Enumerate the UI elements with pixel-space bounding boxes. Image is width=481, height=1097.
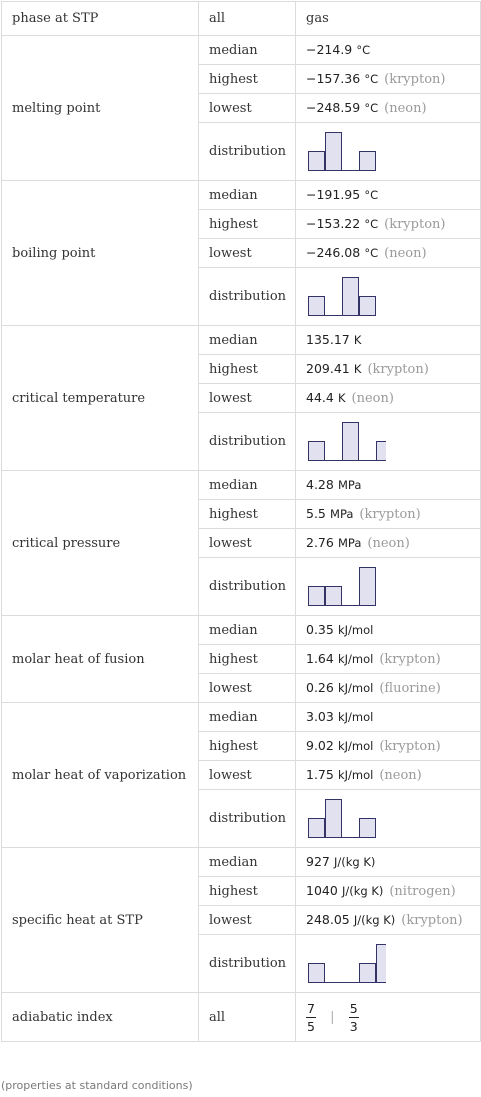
element-note: (krypton) — [367, 362, 429, 377]
properties-table — [1, 1, 481, 1042]
value-cell — [296, 616, 481, 645]
sub-label: all — [199, 993, 296, 1042]
property-name-specific-heat: specific heat at STP — [2, 848, 199, 993]
property-name-molar-heat-of-vaporization: molar heat of vaporization — [2, 703, 199, 848]
property-name-boiling-point: boiling point — [2, 181, 199, 326]
sub-label: distribution — [199, 123, 296, 181]
sub-label: median — [199, 36, 296, 65]
value-unit: kJ/mol — [337, 710, 374, 724]
table-row — [2, 36, 481, 65]
value-number: 248.05 — [306, 912, 350, 927]
value-number: 0.35 — [306, 622, 334, 637]
value-cell — [296, 65, 481, 94]
histogram-bar — [360, 818, 376, 837]
value-cell — [296, 123, 481, 181]
fraction-denominator: 5 — [307, 1018, 315, 1034]
element-note: (krypton) — [384, 72, 446, 87]
sub-label: distribution — [199, 790, 296, 848]
histogram-bar — [343, 422, 359, 460]
value-unit: MPa — [330, 507, 354, 521]
sub-label: median — [199, 703, 296, 732]
sub-label: highest — [199, 65, 296, 94]
value-cell — [296, 935, 481, 993]
value-cell — [296, 558, 481, 616]
histogram-bar — [360, 567, 376, 605]
value-cell — [296, 703, 481, 732]
value-number: −157.36 — [306, 71, 361, 86]
element-note: (neon) — [367, 536, 410, 551]
value-number: 0.26 — [306, 680, 334, 695]
value-cell — [296, 674, 481, 703]
element-note: (fluorine) — [379, 681, 441, 696]
sub-label: distribution — [199, 413, 296, 471]
value-cell — [296, 645, 481, 674]
value-cell — [296, 94, 481, 123]
element-note: (krypton) — [384, 217, 446, 232]
property-name-phase: phase at STP — [2, 2, 199, 36]
value-unit: °C — [364, 101, 379, 115]
element-note: (neon) — [384, 101, 427, 116]
value-number: 3.03 — [306, 709, 334, 724]
value-cell — [296, 181, 481, 210]
table-row — [2, 2, 481, 36]
histogram-bar — [377, 944, 387, 982]
footnote: (properties at standard conditions) — [1, 1079, 193, 1092]
value-cell — [296, 355, 481, 384]
sub-label: highest — [199, 355, 296, 384]
value-unit: °C — [364, 188, 379, 202]
fraction-denominator: 3 — [349, 1018, 358, 1034]
value-unit: kJ/mol — [337, 623, 374, 637]
property-name-melting-point: melting point — [2, 36, 199, 181]
distribution-histogram — [306, 275, 386, 319]
value-unit: K — [353, 333, 362, 347]
distribution-histogram — [306, 130, 386, 174]
phase-value: gas — [306, 11, 329, 26]
element-note: (neon) — [384, 246, 427, 261]
sub-label: all — [199, 2, 296, 36]
value-cell — [296, 384, 481, 413]
value-number: 927 — [306, 854, 330, 869]
sub-label: lowest — [199, 906, 296, 935]
value-cell — [296, 848, 481, 877]
table-row — [2, 326, 481, 355]
histogram-bar — [309, 963, 325, 982]
value-number: 209.41 — [306, 361, 350, 376]
distribution-histogram — [306, 942, 386, 986]
value-cell — [296, 239, 481, 268]
value-number: −248.59 — [306, 100, 361, 115]
sub-label: highest — [199, 645, 296, 674]
value-number: 2.76 — [306, 535, 334, 550]
sub-label: lowest — [199, 239, 296, 268]
value-number: −191.95 — [306, 187, 361, 202]
sub-label: median — [199, 848, 296, 877]
value-unit: °C — [356, 43, 371, 57]
value-number: 1.75 — [306, 767, 334, 782]
sub-label: distribution — [199, 935, 296, 993]
sub-label: lowest — [199, 384, 296, 413]
value-cell — [296, 529, 481, 558]
value-cell — [296, 268, 481, 326]
value-cell — [296, 326, 481, 355]
value-unit: °C — [364, 217, 379, 231]
value-unit: MPa — [337, 478, 362, 492]
value-cell — [296, 877, 481, 906]
sub-label: distribution — [199, 268, 296, 326]
value-unit: J/(kg K) — [341, 884, 384, 898]
value-unit: J/(kg K) — [353, 913, 396, 927]
value-number: 1040 — [306, 883, 338, 898]
value-number: −246.08 — [306, 245, 361, 260]
sub-label: median — [199, 471, 296, 500]
histogram-bar — [326, 132, 342, 170]
table-row — [2, 848, 481, 877]
element-note: (neon) — [379, 768, 422, 783]
value-cell — [296, 210, 481, 239]
distribution-histogram — [306, 797, 386, 841]
histogram-bar — [309, 818, 325, 837]
value-unit: J/(kg K) — [334, 855, 376, 869]
element-note: (neon) — [351, 391, 394, 406]
element-note: (nitrogen) — [389, 884, 456, 899]
value-cell — [296, 993, 481, 1042]
value-unit: MPa — [337, 536, 362, 550]
histogram-bar — [309, 586, 325, 605]
value-cell — [296, 732, 481, 761]
sub-label: lowest — [199, 761, 296, 790]
table-row — [2, 703, 481, 732]
property-name-critical-temperature: critical temperature — [2, 326, 199, 471]
sub-label: median — [199, 326, 296, 355]
histogram-bar — [309, 151, 325, 170]
sub-label: median — [199, 181, 296, 210]
histogram-bar — [326, 799, 342, 837]
distribution-histogram — [306, 565, 386, 609]
element-note: (krypton) — [379, 652, 441, 667]
property-name-molar-heat-of-fusion: molar heat of fusion — [2, 616, 199, 703]
value-separator: | — [330, 1009, 335, 1025]
value-unit: K — [353, 362, 362, 376]
value-unit: °C — [364, 246, 379, 260]
value-unit: kJ/mol — [337, 739, 374, 753]
histogram-bar — [309, 441, 325, 460]
value-number: 135.17 — [306, 332, 350, 347]
value-number: 44.4 — [306, 390, 334, 405]
value-cell — [296, 906, 481, 935]
table-row — [2, 616, 481, 645]
value-cell — [296, 471, 481, 500]
value-number: 5.5 — [306, 506, 326, 521]
distribution-histogram — [306, 420, 386, 464]
value-cell — [296, 500, 481, 529]
sub-label: highest — [199, 877, 296, 906]
sub-label: distribution — [199, 558, 296, 616]
fraction-5-3 — [349, 1000, 359, 1035]
sub-label: highest — [199, 732, 296, 761]
fraction-numerator: 7 — [307, 1000, 315, 1016]
value-number: −153.22 — [306, 216, 361, 231]
table-row — [2, 993, 481, 1042]
histogram-bar — [309, 296, 325, 315]
value-cell — [296, 790, 481, 848]
value-unit: °C — [364, 72, 379, 86]
value-unit: kJ/mol — [337, 681, 374, 695]
histogram-bar — [360, 151, 376, 170]
sub-label: highest — [199, 500, 296, 529]
value-unit: K — [337, 391, 346, 405]
table-row — [2, 471, 481, 500]
element-note: (krypton) — [359, 507, 421, 522]
sub-label: median — [199, 616, 296, 645]
element-note: (krypton) — [401, 913, 463, 928]
histogram-bar — [343, 277, 359, 315]
property-name-critical-pressure: critical pressure — [2, 471, 199, 616]
value-number: 1.64 — [306, 651, 334, 666]
value-cell — [296, 761, 481, 790]
sub-label: lowest — [199, 94, 296, 123]
value-cell — [296, 2, 481, 36]
table-row — [2, 181, 481, 210]
sub-label: highest — [199, 210, 296, 239]
value-number: −214.9 — [306, 42, 353, 57]
element-note: (krypton) — [379, 739, 441, 754]
property-name-adiabatic-index: adiabatic index — [2, 993, 199, 1042]
histogram-bar — [377, 441, 387, 460]
histogram-bar — [360, 296, 376, 315]
sub-label: lowest — [199, 674, 296, 703]
value-cell — [296, 36, 481, 65]
value-number: 9.02 — [306, 738, 334, 753]
value-unit: kJ/mol — [337, 768, 374, 782]
sub-label: lowest — [199, 529, 296, 558]
value-number: 4.28 — [306, 477, 334, 492]
histogram-bar — [360, 963, 376, 982]
fraction-7-5 — [306, 1000, 316, 1035]
value-cell — [296, 413, 481, 471]
fraction-numerator: 5 — [349, 1000, 358, 1016]
histogram-bar — [326, 586, 342, 605]
value-unit: kJ/mol — [337, 652, 374, 666]
